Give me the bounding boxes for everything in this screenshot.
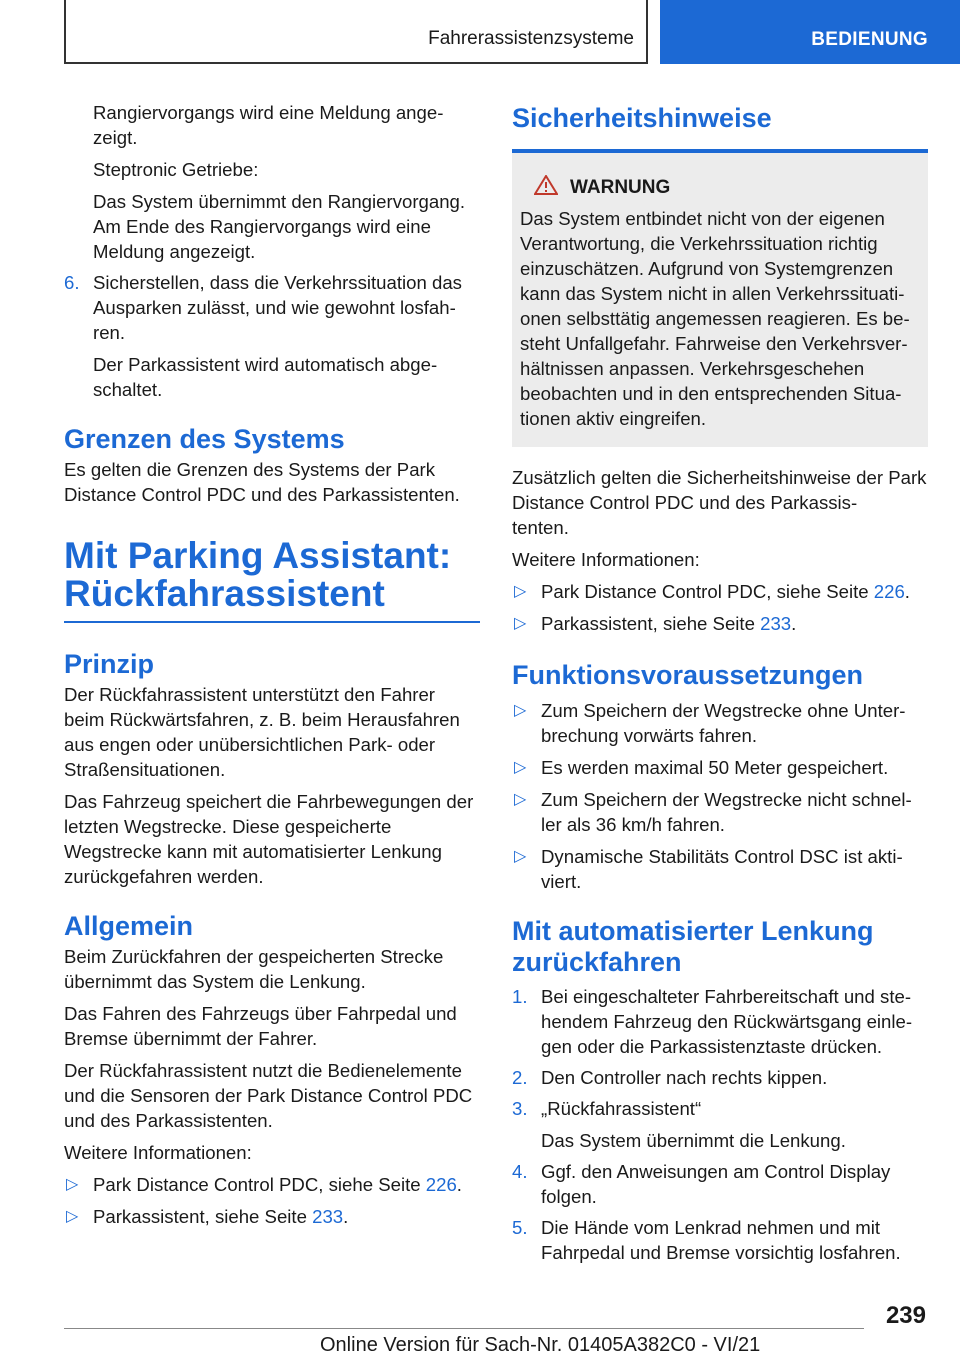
step-5 — [512, 1215, 928, 1265]
header-section-box — [64, 0, 648, 64]
step-1-text: Bei eingeschalteter Fahrbereitschaft und ste- hendem Fahrzeug den Rückwärtsgang einle- gen oder die Parkassistenztaste drücken. — [541, 986, 913, 1057]
step-3-text: „Rückfahrassistent“ — [541, 1098, 702, 1119]
main-heading-block — [64, 537, 480, 623]
general-text-2: Das Fahren des Fahrzeugs über Fahrpedal und Bremse übernimmt der Fahrer. — [64, 1003, 457, 1049]
main-heading: Mit Parking Assistant: Rückfahrassistent — [64, 535, 452, 614]
triangle-bullet-icon: ▷ — [66, 1176, 79, 1193]
bullet-text: Park Distance Control PDC, siehe Seite — [93, 1174, 426, 1195]
header-section-title: Fahrerassistenzsysteme — [428, 28, 634, 49]
page-link-226[interactable]: 226 — [425, 1174, 457, 1195]
step-3-number: 3. — [512, 1098, 528, 1119]
step-5-number: 5. — [512, 1217, 528, 1238]
step-2 — [512, 1065, 928, 1090]
triangle-bullet-icon: ▷ — [514, 759, 527, 776]
left-column — [64, 100, 480, 1229]
header-chapter-tab[interactable] — [660, 0, 960, 64]
requirement-text: Es werden maximal 50 Meter gespeichert. — [541, 757, 889, 778]
principle-text-1: Der Rückfahrassistent unterstützt den Fahrer beim Rückwärtsfahren, z. B. beim Herausfahren aus engen oder unübersichtlichen Park- oder Straßensituationen. — [64, 684, 460, 780]
continued-text-1: Rangiervorgangs wird eine Meldung ange- zeigt. — [93, 102, 444, 148]
step-1-number: 1. — [512, 986, 528, 1007]
warning-header — [534, 175, 920, 200]
more-info-label: Weitere Informationen: — [64, 1142, 252, 1163]
list-item — [512, 844, 928, 894]
safety-heading: Sicherheitshinweise — [512, 103, 772, 133]
list-item: ▷ Park Distance Control PDC, siehe Seite 226. — [66, 1174, 462, 1195]
principle-text-2: Das Fahrzeug speichert die Fahrbewegungen der letzten Wegstrecke. Diese gespeicherte Wegstrecke kann mit automatisierter Lenkung zurückgefahren werden. — [64, 791, 474, 887]
warning-triangle-icon — [534, 175, 558, 200]
page-link-226[interactable]: 226 — [873, 581, 905, 602]
more-info-label-right: Weitere Informationen: — [512, 549, 700, 570]
step-6-text: Sicherstellen, dass die Verkehrssituation das Ausparken zulässt, und wie gewohnt losfah- ren. — [93, 272, 462, 343]
step-1 — [512, 984, 928, 1059]
warning-box — [512, 149, 928, 447]
step-6 — [64, 270, 480, 345]
list-item — [512, 755, 928, 780]
triangle-bullet-icon: ▷ — [514, 791, 527, 808]
step-2-text: Den Controller nach rechts kippen. — [541, 1067, 828, 1088]
step-2-number: 2. — [512, 1067, 528, 1088]
warning-title: WARNUNG — [570, 176, 671, 198]
bullet-text: Parkassistent, siehe Seite — [541, 613, 761, 634]
limits-text: Es gelten die Grenzen des Systems der Park Distance Control PDC und des Parkassistenten. — [64, 459, 460, 505]
list-item — [512, 787, 928, 837]
requirement-text: Zum Speichern der Wegstrecke nicht schnel- ler als 36 km/h fahren. — [541, 789, 912, 835]
right-column — [512, 103, 928, 1265]
general-text-1: Beim Zurückfahren der gespeicherten Strecke übernimmt das System die Lenkung. — [64, 946, 444, 992]
step-3 — [512, 1096, 928, 1121]
steering-heading: Mit automatisierter Lenkung zurückfahren — [512, 916, 874, 977]
bullet-text: Park Distance Control PDC, siehe Seite — [541, 581, 874, 602]
triangle-bullet-icon: ▷ — [514, 583, 527, 600]
continued-text-3: Das System übernimmt den Rangiervorgang. Am Ende des Rangiervorgangs wird eine Meldung angezeigt. — [93, 191, 466, 262]
triangle-bullet-icon: ▷ — [514, 702, 527, 719]
requirements-heading: Funktionsvoraussetzungen — [512, 660, 864, 690]
step-6-number: 6. — [64, 272, 80, 293]
footer-divider — [64, 1328, 864, 1329]
step-6-note: Der Parkassistent wird automatisch abge- schaltet. — [93, 354, 438, 400]
footer-version-text: Online Version für Sach-Nr. 01405A382C0 - VI/21 — [320, 1334, 761, 1356]
requirement-text: Zum Speichern der Wegstrecke ohne Unter- brechung vorwärts fahren. — [541, 700, 906, 746]
bullet-text: Parkassistent, siehe Seite — [93, 1206, 313, 1227]
header-chapter-label: BEDIENUNG — [811, 29, 928, 50]
page-number: 239 — [885, 1302, 926, 1329]
continued-text-2: Steptronic Getriebe: — [93, 159, 259, 180]
requirement-text: Dynamische Stabilitäts Control DSC ist akti- viert. — [541, 846, 903, 892]
principle-heading: Prinzip — [64, 649, 155, 679]
triangle-bullet-icon: ▷ — [514, 848, 527, 865]
list-item — [512, 698, 928, 748]
general-text-3: Der Rückfahrassistent nutzt die Bedienelemente und die Sensoren der Park Distance Control PDC und des Parkassistenten. — [64, 1060, 473, 1131]
step-4-number: 4. — [512, 1161, 528, 1182]
triangle-bullet-icon: ▷ — [66, 1208, 79, 1225]
step-3-note: Das System übernimmt die Lenkung. — [541, 1130, 846, 1151]
step-4 — [512, 1159, 928, 1209]
general-heading: Allgemein — [64, 911, 194, 941]
list-item: ▷ Park Distance Control PDC, siehe Seite 226. — [514, 581, 910, 602]
page-link-233[interactable]: 233 — [312, 1206, 344, 1227]
limits-heading: Grenzen des Systems — [64, 424, 345, 454]
step-4-text: Ggf. den Anweisungen am Control Display folgen. — [541, 1161, 891, 1207]
list-item: ▷ Parkassistent, siehe Seite 233. — [514, 613, 797, 634]
page-link-233[interactable]: 233 — [760, 613, 792, 634]
triangle-bullet-icon: ▷ — [514, 615, 527, 632]
step-5-text: Die Hände vom Lenkrad nehmen und mit Fahrpedal und Bremse vorsichtig losfahren. — [541, 1217, 901, 1263]
safety-text: Zusätzlich gelten die Sicherheitshinweise der Park Distance Control PDC und des Parkassis- tenten. — [512, 467, 927, 538]
list-item: ▷ Parkassistent, siehe Seite 233. — [66, 1206, 349, 1227]
warning-text: Das System entbindet nicht von der eigenen Verantwortung, die Verkehrssituation richtig einzuschätzen. Aufgrund von Systemgrenzen kann das System nicht in allen Verkehrssituati- onen selbsttätig angemessen reagieren. Es be- steht Unfallgefahr. Fahrweise den Verkehrsver- hältnissen anpassen. Verkehrsgeschehen beobachten und in den entsprechenden Situa- tionen aktiv eingreifen. — [520, 208, 910, 429]
